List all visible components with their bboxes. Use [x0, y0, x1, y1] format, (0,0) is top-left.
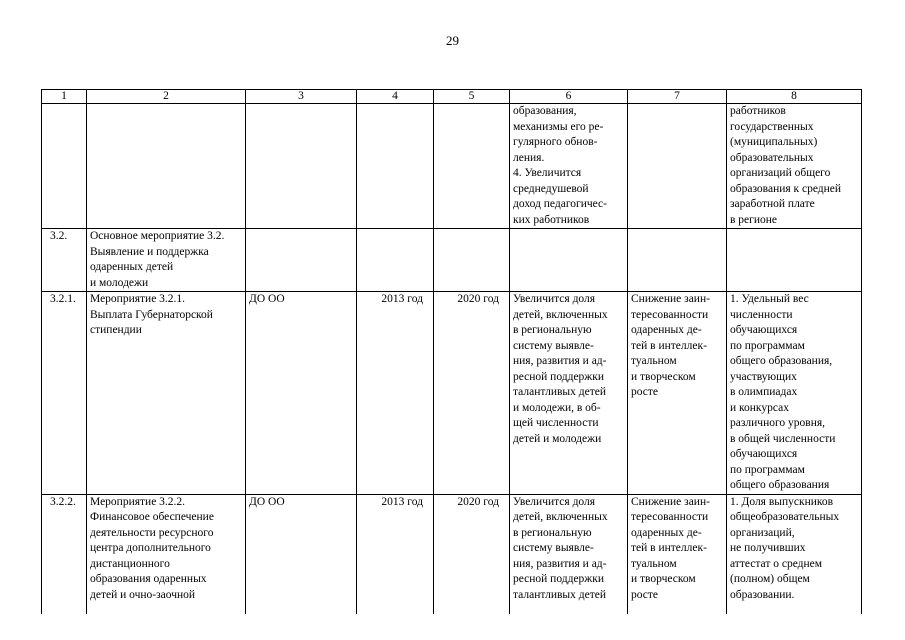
responsible: [246, 104, 357, 229]
row-number: 3.2.2.: [42, 494, 87, 614]
header-row: [42, 90, 862, 104]
header-cell-8: 8: [727, 90, 862, 104]
start-year: 2013 год: [357, 292, 434, 495]
row-number: [42, 104, 87, 229]
table-row: [42, 494, 862, 614]
risk-consequence: [628, 229, 727, 292]
activity-name: [87, 104, 246, 229]
expected-result: Увеличится доля детей, включенных в региональную систему выявле- ния, развития и ад- ресной поддержки талантливых детей и молодежи, в об- щей численности детей и молодежи: [510, 292, 628, 495]
program-table: [41, 89, 862, 614]
start-year: [357, 229, 434, 292]
row-number: 3.2.1.: [42, 292, 87, 495]
risk-consequence: [628, 104, 727, 229]
header-cell-6: 6: [510, 90, 628, 104]
indicator-link: [727, 229, 862, 292]
table-row: [42, 292, 862, 495]
end-year: 2020 год: [434, 292, 510, 495]
row-number: 3.2.: [42, 229, 87, 292]
expected-result: Увеличится доля детей, включенных в региональную систему выявле- ния, развития и ад- ресной поддержки талантливых детей: [510, 494, 628, 614]
end-year: [434, 229, 510, 292]
page-number: 29: [446, 33, 459, 48]
start-year: 2013 год: [357, 494, 434, 614]
responsible: ДО ОО: [246, 292, 357, 495]
indicator-link: 1. Удельный вес численности обучающихся по программам общего образования, участвующих в олимпиадах и конкурсах различного уровня, в общей численности обучающихся по программам общего образования: [727, 292, 862, 495]
responsible: ДО ОО: [246, 494, 357, 614]
indicator-link: 1. Доля выпускников общеобразовательных организаций, не получивших аттестат о среднем (полном) общем образовании.: [727, 494, 862, 614]
table-row: [42, 104, 862, 229]
header-cell-4: 4: [357, 90, 434, 104]
table-row: [42, 229, 862, 292]
indicator-link: работников государственных (муниципальных) образовательных организаций общего образования к средней заработной плате в регионе: [727, 104, 862, 229]
header-cell-2: 2: [87, 90, 246, 104]
risk-consequence: Снижение заин- тересованности одаренных де- тей в интеллек- туальном и творческом росте: [628, 494, 727, 614]
activity-name: Мероприятие 3.2.2. Финансовое обеспечение деятельности ресурсного центра дополнительного дистанционного образования одаренных детей и очно-заочной: [87, 494, 246, 614]
header-cell-3: 3: [246, 90, 357, 104]
header-cell-5: 5: [434, 90, 510, 104]
activity-name: Мероприятие 3.2.1. Выплата Губернаторской стипендии: [87, 292, 246, 495]
end-year: 2020 год: [434, 494, 510, 614]
responsible: [246, 229, 357, 292]
header-cell-7: 7: [628, 90, 727, 104]
expected-result: образования, механизмы его ре- гулярного обнов- ления. 4. Увеличится среднедушевой доход педагогичес- ких работников: [510, 104, 628, 229]
activity-name: Основное мероприятие 3.2. Выявление и поддержка одаренных детей и молодежи: [87, 229, 246, 292]
expected-result: [510, 229, 628, 292]
end-year: [434, 104, 510, 229]
risk-consequence: Снижение заин- тересованности одаренных де- тей в интеллек- туальном и творческом росте: [628, 292, 727, 495]
start-year: [357, 104, 434, 229]
header-cell-1: 1: [42, 90, 87, 104]
